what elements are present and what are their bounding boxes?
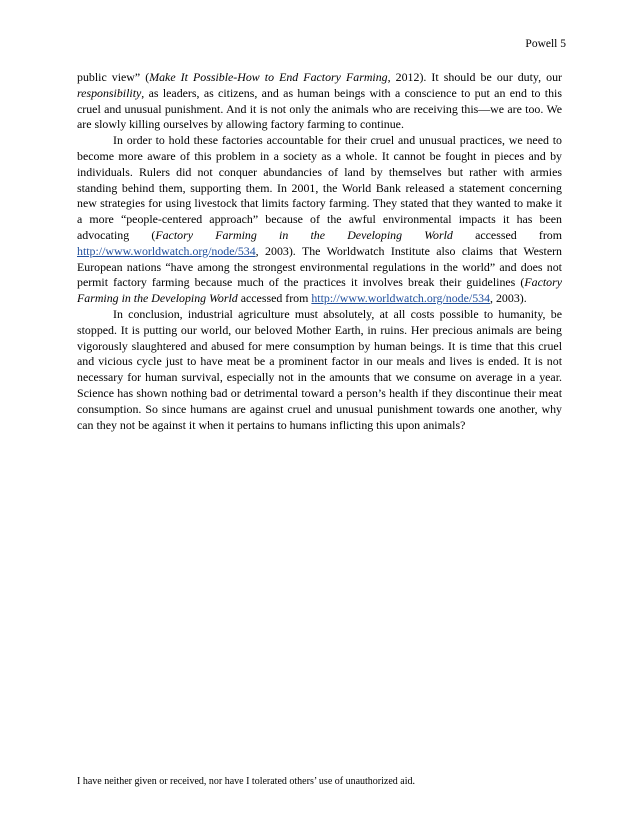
paragraph-3: In conclusion, industrial agriculture must absolutely, at all costs possible to humanity, be stopped. It is putting our world, our beloved Mother Earth, in ruins. Her precious animals are being vigorously slaughtered and abused for mere consumption by human beings. It is time that this cruel and vicious cycle just to have meat be a prominent factor in our meals and lives is ended. It is not necessary for human survival, especially not in the amounts that we consume on average in a year. Science has shown nothing bad or detrimental toward a person’s health if they discontinue their meat consumption. So since humans are against cruel and unusual punishment towards one another, why can they not be against it when it pertains to humans inflicting this upon animals?: [77, 306, 562, 432]
worldwatch-link[interactable]: http://www.worldwatch.org/node/534: [77, 243, 256, 258]
paragraph-1-text-a: public view” (: [77, 70, 150, 84]
honor-pledge: [77, 776, 415, 787]
citation-title: Factory Farming in the Developing World: [155, 227, 453, 242]
emphasis-responsibility: responsibility: [77, 85, 142, 100]
citation-title: Factory Farming in the Developing World: [77, 275, 562, 306]
paragraph-2-text-a: In order to hold these factories accountable for their cruel and unusual practices, we need to become more aware of this problem in a society as a whole. It cannot be fought in pieces and by individuals. Rulers did not conquer abundancies of land by themselves but rather with armies standing behind them, supporting them. In 2001, the World Bank released a statement concerning new strategies for using livestock that limits factory farming. They stated that they wanted to make it a more “people-centered approach” because of the awful environmental impacts it has been advocating (: [77, 133, 562, 242]
citation-title: Make It Possible-How to End Factory Farming: [149, 70, 388, 84]
paragraph-2-text-e: , 2003).: [490, 291, 527, 306]
paragraph-1-text-b: , 2012). It should be our duty, our: [387, 70, 562, 84]
paragraph-2: [77, 133, 562, 307]
honor-pledge-text: I have neither given or received, nor have I tolerated others’ use of unauthorized aid.: [77, 776, 416, 787]
paragraph-2-text-d: accessed from: [237, 291, 312, 306]
paragraph-1-text-c: , as leaders, as citizens, and as human beings with a conscience to put an end to this cruel and unusual punishment. And it is not only the animals who are receiving this—we are too. We are slowly killing ourselves by allowing factory farming to continue.: [77, 85, 562, 132]
page-number-label: Powell 5: [525, 38, 566, 50]
page-header: [525, 38, 566, 50]
paragraph-2-text-c: , 2003). The Worldwatch Institute also claims that Western European nations “have among the strongest environmental regulations in the world” and does not permit factory farming because much of the practices it involves break their guidelines (: [77, 243, 562, 290]
paragraph-1: [77, 70, 562, 133]
worldwatch-link[interactable]: http://www.worldwatch.org/node/534: [311, 291, 491, 306]
paragraph-2-text-b: accessed from: [452, 227, 562, 242]
essay-body: [77, 70, 562, 433]
